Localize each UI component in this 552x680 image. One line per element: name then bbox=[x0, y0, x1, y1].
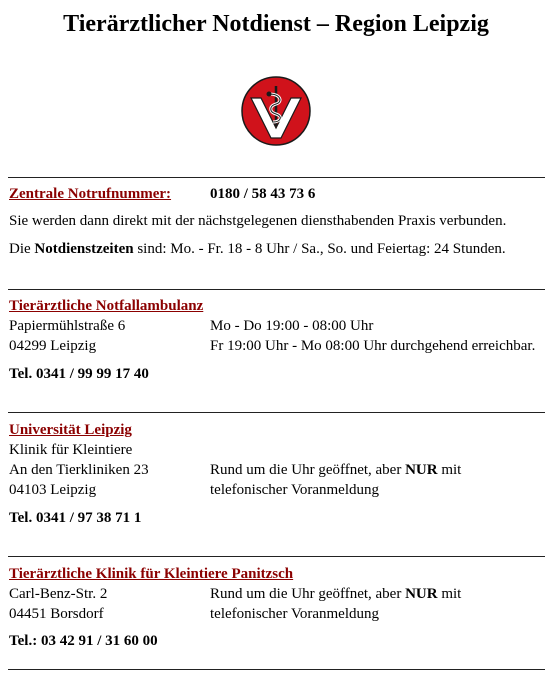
clinic-address-line: Papiermühlstraße 6 bbox=[9, 318, 126, 334]
central-label-text: Zentrale Notrufnummer: bbox=[9, 186, 172, 202]
divider bbox=[8, 556, 545, 557]
clinic-address-line: 04103 Leipzig bbox=[9, 482, 97, 498]
clinic-name: Universität Leipzig bbox=[9, 422, 132, 438]
service-hours-pre: Die bbox=[9, 241, 35, 257]
veterinary-logo-icon bbox=[241, 76, 311, 146]
central-phone-number[interactable]: 0180 / 58 43 73 6 bbox=[210, 186, 316, 202]
clinic-note-pre: Rund um die Uhr geöffnet, aber bbox=[210, 586, 406, 602]
clinic-hours-line: Fr 19:00 Uhr - Mo 08:00 Uhr durchgehend erreichbar. bbox=[210, 338, 536, 354]
divider bbox=[8, 412, 545, 413]
clinic-address-line: 04299 Leipzig bbox=[9, 338, 97, 354]
clinic-phone[interactable]: Tel.: 03 42 91 / 31 60 00 bbox=[9, 633, 158, 649]
clinic-phone[interactable]: Tel. 0341 / 99 99 17 40 bbox=[9, 366, 149, 382]
clinic-note-bold: NUR bbox=[405, 586, 438, 602]
clinic-note-post: mit bbox=[437, 586, 462, 602]
clinic-address-line: 04451 Borsdorf bbox=[9, 606, 104, 622]
central-label bbox=[9, 185, 171, 204]
clinic-phone[interactable]: Tel. 0341 / 97 38 71 1 bbox=[9, 510, 142, 526]
service-hours-bold: Notdienstzeiten bbox=[34, 241, 134, 257]
clinic-address-line: Carl-Benz-Str. 2 bbox=[9, 586, 108, 602]
clinic-note-line: telefonischer Voranmeldung bbox=[210, 482, 379, 498]
clinic-hours-line: Mo - Do 19:00 - 08:00 Uhr bbox=[210, 318, 374, 334]
clinic-address-line: Klinik für Kleintiere bbox=[9, 442, 133, 458]
page-title: Tierärztlicher Notdienst – Region Leipzig bbox=[63, 11, 489, 37]
central-info: Sie werden dann direkt mit der nächstgelegenen diensthabenden Praxis verbunden. bbox=[9, 213, 507, 229]
clinic-note-line: telefonischer Voranmeldung bbox=[210, 606, 379, 622]
clinic-note-pre: Rund um die Uhr geöffnet, aber bbox=[210, 462, 406, 478]
divider bbox=[8, 289, 545, 290]
clinic-name: Tierärztliche Klinik für Kleintiere Panitzsch bbox=[9, 566, 294, 582]
clinic-note-post: mit bbox=[437, 462, 462, 478]
divider bbox=[8, 669, 545, 670]
clinic-name: Tierärztliche Notfallambulanz bbox=[9, 298, 204, 314]
service-hours bbox=[9, 240, 506, 259]
clinic-note-bold: NUR bbox=[405, 462, 438, 478]
divider bbox=[8, 177, 545, 178]
service-hours-post: sind: Mo. - Fr. 18 - 8 Uhr / Sa., So. und Feiertag: 24 Stunden. bbox=[133, 241, 506, 257]
clinic-address-line: An den Tierkliniken 23 bbox=[9, 462, 149, 478]
clinic-note-line bbox=[210, 585, 461, 604]
clinic-note-line bbox=[210, 461, 461, 480]
